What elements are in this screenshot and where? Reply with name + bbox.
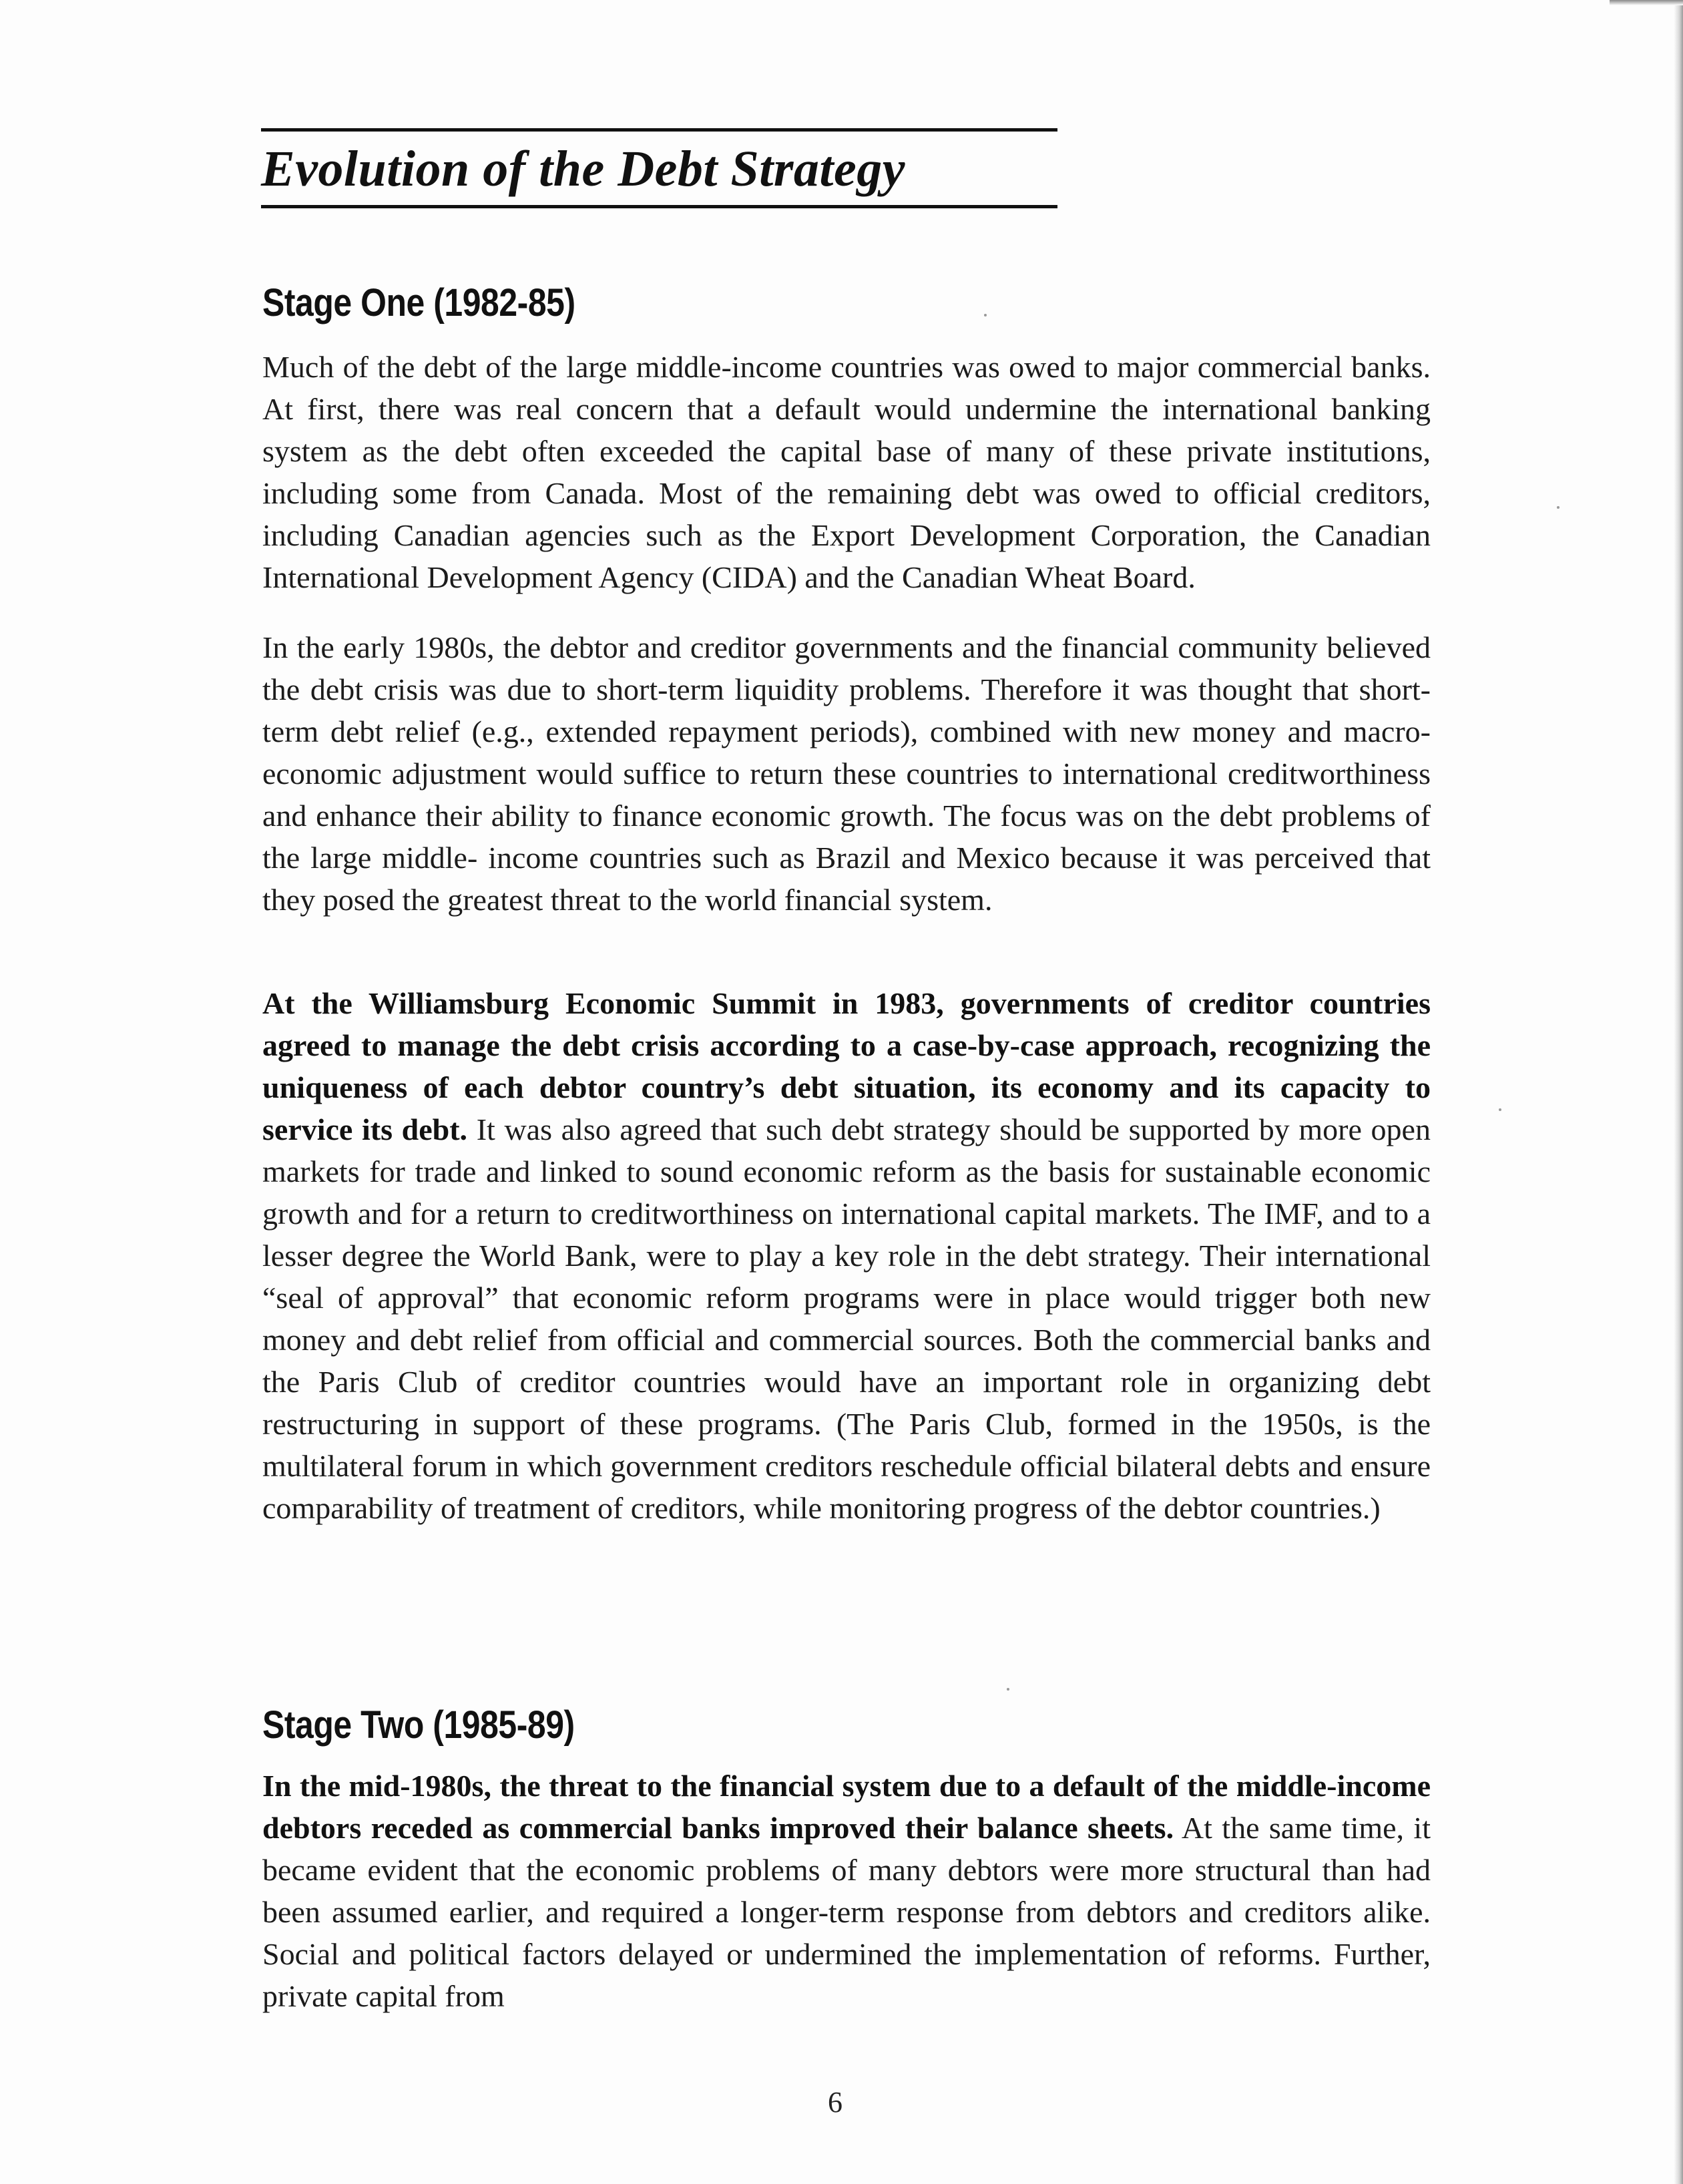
scan-edge-shadow bbox=[1674, 0, 1683, 2184]
title-bottom-rule bbox=[261, 205, 1057, 208]
section-stage-one bbox=[262, 280, 1431, 326]
paragraph-body: It was also agreed that such debt strategy should be supported by more open markets for trade and linked to sound economic reform as the basis for sustainable economic growth and for a return to creditworthiness on international capital markets. The IMF, and to a lesser degree the World Bank, were to play a key role in the debt strategy. Their international “seal of approval” that economic reform programs were in place would trigger both new money and debt relief from official and commercial sources. Both the commercial banks and the Paris Club of creditor countries would have an important role in organizing debt restructuring in support of these programs. (The Paris Club, formed in the 1950s, is the multilateral forum in which government creditors reschedule official bilateral debts and ensure comparability of treatment of creditors, while monitoring progress of the debtor countries.) bbox=[262, 1112, 1431, 1525]
section-heading: Stage Two (1985-89) bbox=[262, 1703, 575, 1747]
paragraph-text bbox=[262, 626, 1431, 921]
paragraph-body: At the same time, it became evident that the economic problems of many debtors were more structural than had been assumed earlier, and required a longer-term response from debtors and creditors alike. Social and political factors delayed or undermined the implementation of reforms. Further, private capital from bbox=[262, 1811, 1431, 2013]
paragraph-text bbox=[262, 346, 1431, 598]
section-heading: Stage One (1982-85) bbox=[262, 281, 575, 324]
paragraph-3 bbox=[262, 982, 1431, 1529]
paragraph-text bbox=[262, 1765, 1431, 2017]
page-title: Evolution of the Debt Strategy bbox=[261, 141, 905, 197]
scan-speck bbox=[1499, 1108, 1501, 1111]
title-block bbox=[261, 128, 1057, 208]
paragraph-lead: In the mid-1980s, the threat to the financial system due to a default of the middle-income debtors receded as commercial banks improved their balance sheets. bbox=[262, 1769, 1431, 1845]
paragraph-body: In the early 1980s, the debtor and creditor governments and the financial community believed the debt crisis was due to short-term liquidity problems. Therefore it was thought that short-term debt relief (e.g., extended repayment periods), combined with new money and macro-economic adjustment would suffice to return these countries to international creditworthiness and enhance their ability to finance economic growth. The focus was on the debt problems of the large middle- income countries such as Brazil and Mexico because it was perceived that they posed the greatest threat to the world financial system. bbox=[262, 630, 1431, 917]
scan-edge-corner bbox=[1610, 0, 1683, 5]
paragraph-1 bbox=[262, 346, 1431, 598]
section-stage-two bbox=[262, 1703, 1431, 1748]
page-number: 6 bbox=[828, 2086, 843, 2119]
scan-speck bbox=[984, 314, 987, 316]
paragraph-lead: At the Williamsburg Economic Summit in 1983, governments of creditor countries agreed to manage the debt crisis according to a case-by-case approach, recognizing the uniqueness of each debtor country’s debt situation, its economy and its capacity to service its debt. bbox=[262, 986, 1431, 1146]
paragraph-2 bbox=[262, 626, 1431, 921]
paragraph-body: Much of the debt of the large middle-income countries was owed to major commercial banks. At first, there was real concern that a default would undermine the international banking system as the debt often exceeded the capital base of many of these private institutions, including some from Canada. Most of the remaining debt was owed to official creditors, including Canadian agencies such as the Export Development Corporation, the Canadian International Development Agency (CIDA) and the Canadian Wheat Board. bbox=[262, 350, 1431, 594]
paragraph-4 bbox=[262, 1765, 1431, 2017]
scan-speck bbox=[1557, 506, 1559, 509]
paragraph-text bbox=[262, 982, 1431, 1529]
scan-speck bbox=[1007, 1688, 1009, 1691]
